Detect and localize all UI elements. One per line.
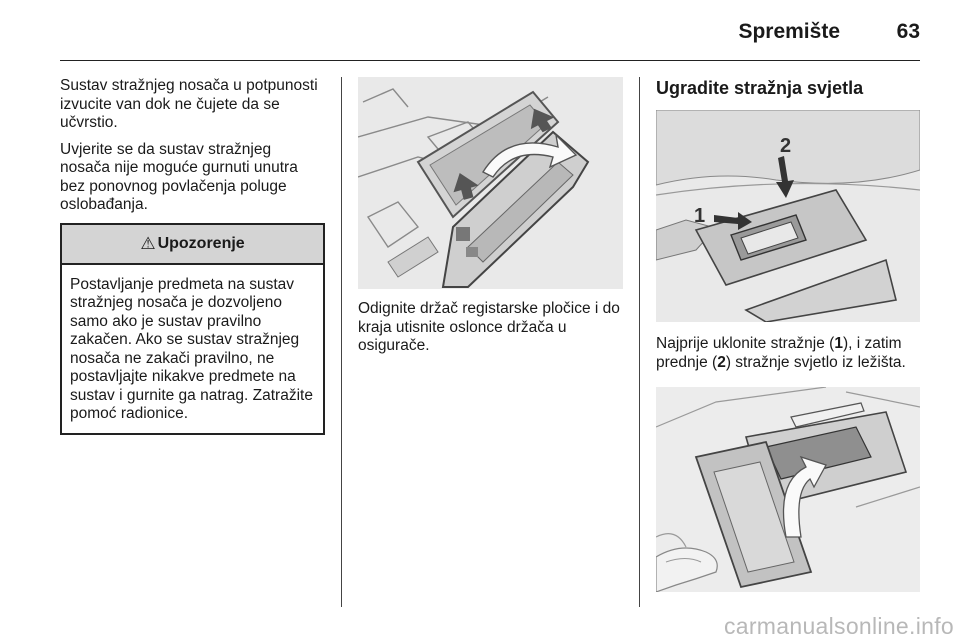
text-fragment: ), i zatim prednje ( bbox=[656, 335, 902, 371]
column-left bbox=[60, 77, 325, 435]
page-number: 63 bbox=[896, 20, 920, 43]
figure-label-2: 2 bbox=[780, 135, 792, 157]
paragraph: Sustav stražnjeg nosača u potpunosti izvucite van dok ne čujete da se učvrstio. bbox=[60, 77, 318, 131]
section-heading: Ugradite stražnja svjetla bbox=[656, 78, 864, 98]
license-plate-holder-illustration bbox=[358, 77, 623, 289]
figure-caption: Odignite držač registarske pločice i do kraja utisnite oslonce držača u osigurače. bbox=[358, 300, 620, 354]
text-fragment: Najprije uklonite stražnje ( bbox=[656, 335, 835, 352]
watermark: carmanualsonline.info bbox=[723, 613, 954, 639]
light-install-illustration bbox=[656, 387, 920, 592]
warning-triangle-icon: ⚠ bbox=[140, 233, 156, 253]
bold-reference: 2 bbox=[717, 353, 726, 371]
page-title: Spremište bbox=[738, 20, 840, 43]
rear-light-removal-illustration bbox=[656, 110, 920, 322]
column-divider bbox=[341, 77, 342, 607]
text-fragment: ) stražnje svjetlo iz ležišta. bbox=[725, 353, 906, 371]
warning-text: Postavljanje predmeta na sustav stražnjeg nosača je dozvoljeno samo ako je sustav pravilno zakačen. Ako se sustav stražnjeg nosača ne zakači pravilno, ne postavljajte nikakve predmete na sustav i gurnite ga natrag. Zatražite pomoć radionice. bbox=[70, 275, 313, 422]
bold-reference: 1 bbox=[834, 335, 843, 352]
warning-box bbox=[60, 223, 325, 435]
column-divider bbox=[639, 77, 640, 607]
warning-title: Upozorenje bbox=[157, 234, 245, 252]
figure-label-1: 1 bbox=[694, 205, 706, 227]
page-header bbox=[60, 0, 920, 61]
paragraph: Uvjerite se da sustav stražnjeg nosača nije moguće gurnuti unutra bez ponovnog povlačenja poluge oslobađanja. bbox=[60, 140, 298, 213]
column-right bbox=[656, 77, 920, 592]
warning-header bbox=[62, 225, 323, 265]
column-middle bbox=[358, 77, 623, 364]
instruction-paragraph bbox=[656, 335, 920, 372]
